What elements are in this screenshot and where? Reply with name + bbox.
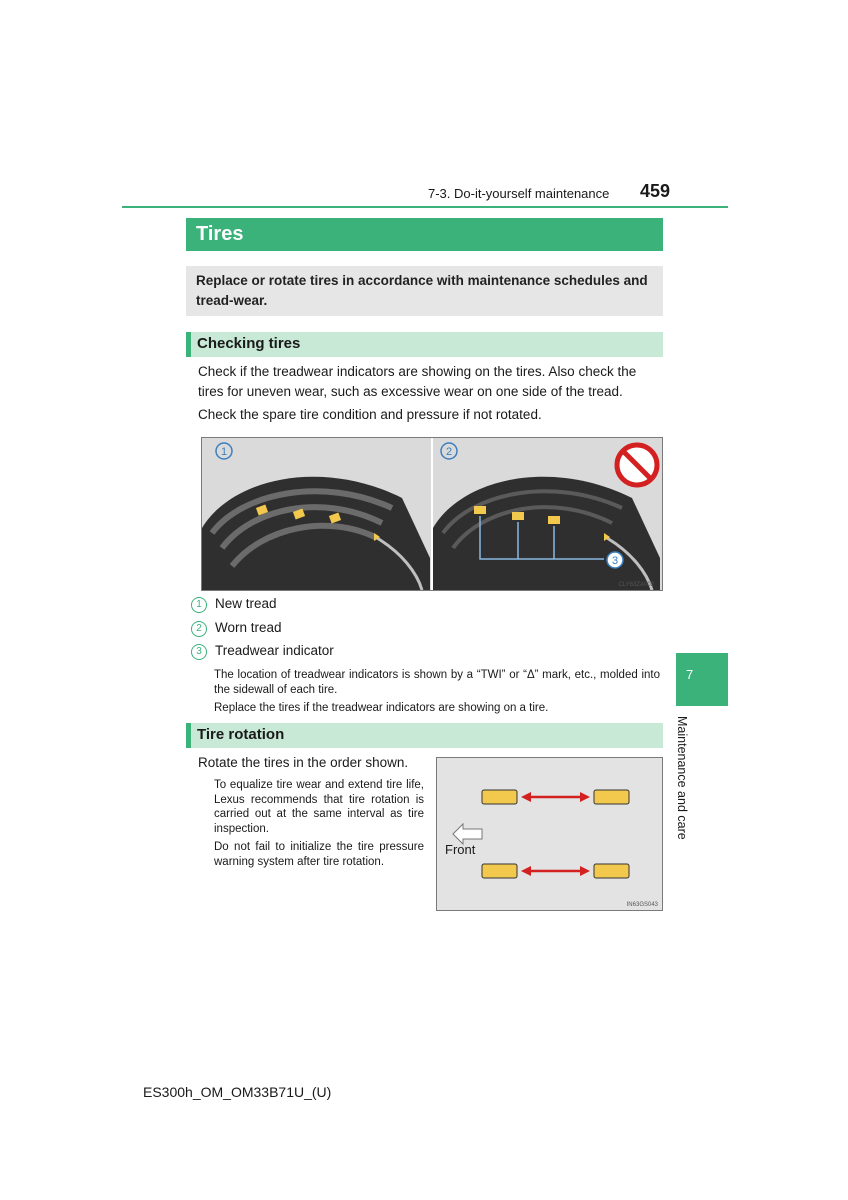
- chapter-tab[interactable]: [676, 653, 728, 706]
- section-title: 7-3. Do-it-yourself maintenance: [428, 186, 610, 201]
- tire-rotation-diagram: [437, 758, 662, 910]
- tire-rotation-heading: Tire rotation: [197, 726, 285, 743]
- treadwear-indicator-marker: [512, 512, 524, 520]
- treadwear-indicator-marker: [548, 516, 560, 524]
- front-label: Front: [445, 842, 476, 857]
- tire-front-left: [482, 790, 517, 804]
- rotation-note-2: Do not fail to initialize the tire pressure warning system after tire rotation.: [214, 841, 424, 868]
- prohibited-icon: [617, 445, 657, 485]
- page-title: Tires: [196, 223, 244, 245]
- figure-label-3: 3: [611, 555, 619, 567]
- legend-item-2: [191, 620, 282, 637]
- footer-code: ES300h_OM_OM33B71U_(U): [143, 1084, 332, 1100]
- header-divider: [122, 206, 728, 208]
- legend-text-3: Treadwear indicator: [215, 643, 334, 658]
- tire-front-right: [594, 790, 629, 804]
- rotation-figure-code: IN63GS043: [626, 902, 658, 908]
- rotation-note-1: To equalize tire wear and extend tire life, Lexus recommends that tire rotation is carried out at the same interval as tire inspection.: [214, 779, 424, 835]
- tire-tread-illustration: [202, 438, 662, 590]
- checking-tires-heading-bar: [186, 332, 663, 357]
- treadwear-note-1: The location of treadwear indicators is shown by a “TWI” or “Δ” mark, etc., molded into the sidewall of each tire.: [214, 669, 660, 696]
- page-title-bar: [186, 218, 663, 251]
- legend-item-3: [191, 643, 334, 660]
- chapter-number: 7: [686, 667, 694, 682]
- checking-tires-heading: Checking tires: [197, 335, 301, 352]
- figure-label-1: 1: [220, 446, 228, 458]
- legend-number-3: 3: [191, 644, 207, 660]
- figure-label-2: 2: [445, 446, 453, 458]
- tire-rotation-heading-bar: [186, 723, 663, 748]
- tire-rear-left: [482, 864, 517, 878]
- figure-code: CLY63ZA002: [618, 582, 654, 588]
- checking-para-1: Check if the treadwear indicators are showing on the tires. Also check the tires for uneven wear, such as excessive wear on one side of the tread.: [198, 364, 637, 399]
- treadwear-indicator-marker: [474, 506, 486, 514]
- tire-rear-right: [594, 864, 629, 878]
- legend-item-1: [191, 596, 277, 613]
- intro-text: Replace or rotate tires in accordance with maintenance schedules and tread-wear.: [196, 273, 648, 308]
- legend-number-1: 1: [191, 597, 207, 613]
- intro-box: [186, 266, 663, 316]
- swap-arrow-front: [521, 792, 590, 802]
- front-direction-arrow-icon: [453, 824, 482, 844]
- checking-para-2: Check the spare tire condition and pressure if not rotated.: [198, 407, 542, 422]
- rotation-para: Rotate the tires in the order shown.: [198, 755, 409, 770]
- tire-tread-figure: [201, 437, 663, 591]
- legend-text-2: Worn tread: [215, 620, 282, 635]
- legend-number-2: 2: [191, 621, 207, 637]
- treadwear-note-2: Replace the tires if the treadwear indicators are showing on a tire.: [214, 702, 549, 714]
- chapter-title: Maintenance and care: [675, 716, 689, 840]
- chapter-side-label: [669, 716, 709, 916]
- legend-text-1: New tread: [215, 596, 277, 611]
- tire-rotation-figure: [436, 757, 663, 911]
- page-number: 459: [640, 181, 671, 201]
- swap-arrow-rear: [521, 866, 590, 876]
